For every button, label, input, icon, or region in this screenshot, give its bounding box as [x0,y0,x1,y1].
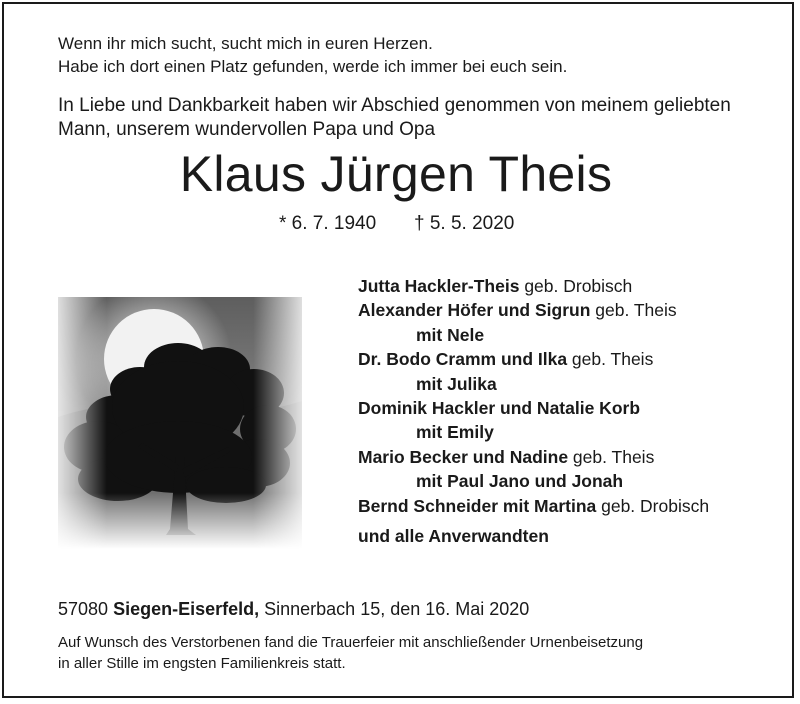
mourner-name: Dominik Hackler und Natalie Korb [358,397,641,418]
mourner-row [358,274,709,298]
mourner-note: geb. Drobisch [519,276,633,296]
place-date-line [58,597,529,621]
mourner-note: geb. Theis [590,300,677,321]
deceased-name: Klaus Jürgen Theis [179,146,613,202]
mourner-children-names: mit Emily [416,422,494,443]
closing-note [58,632,643,674]
mourner-name: Jutta Hackler-Theis [358,276,520,296]
verse-line-2: Habe ich dort einen Platz gefunden, werde ich immer bei euch sein. [58,57,568,76]
mourner-row [358,347,709,371]
mourner-children [358,469,709,493]
closing-note-line-1: Auf Wunsch des Verstorbenen fand die Trauerfeier mit anschließender Urnenbeisetzung [58,634,644,651]
intro-text [58,94,731,142]
mourner-children [358,372,709,396]
mourner-row [358,445,709,469]
verse-line-1: Wenn ihr mich sucht, sucht mich in euren Herzen. [58,34,433,53]
mourner-name: und alle Anverwandten [358,525,549,546]
mourner-note: geb. Theis [567,349,654,370]
mourner-children-names: mit Julika [416,373,497,394]
mourner-note: geb. Drobisch [596,495,710,516]
place-rest: Sinnerbach 15, den 16. Mai 2020 [259,599,530,619]
mourner-row [358,524,709,548]
mourner-row [358,494,709,518]
mourner-name: Alexander Höfer und Sigrun [358,300,591,321]
birth-date: * 6. 7. 1940 [279,213,377,234]
intro-line-1: In Liebe und Dankbarkeit haben wir Abschied genommen von meinem geliebten [58,95,731,116]
mourner-note: geb. Theis [568,446,655,467]
mourner-row [358,396,709,420]
mourner-children [358,420,709,444]
place-zip: 57080 [58,599,114,619]
mourners-list [358,274,709,548]
mourner-name: Mario Becker und Nadine [358,446,569,467]
mourner-row [358,298,709,322]
intro-line-2: Mann, unserem wundervollen Papa und Opa [58,119,436,140]
tree-moon-image [58,297,302,549]
mourner-children-names: mit Nele [416,324,485,345]
place-town: Siegen-Eiserfeld, [113,599,260,619]
death-date: † 5. 5. 2020 [414,213,515,234]
verse [58,32,567,78]
mourner-children [358,323,709,347]
mourner-name: Dr. Bodo Cramm und Ilka [358,349,568,370]
mourner-name: Bernd Schneider mit Martina [358,495,597,516]
closing-note-line-2: in aller Stille im engsten Familienkreis statt. [58,655,346,672]
mourner-children-names: mit Paul Jano und Jonah [416,471,624,492]
